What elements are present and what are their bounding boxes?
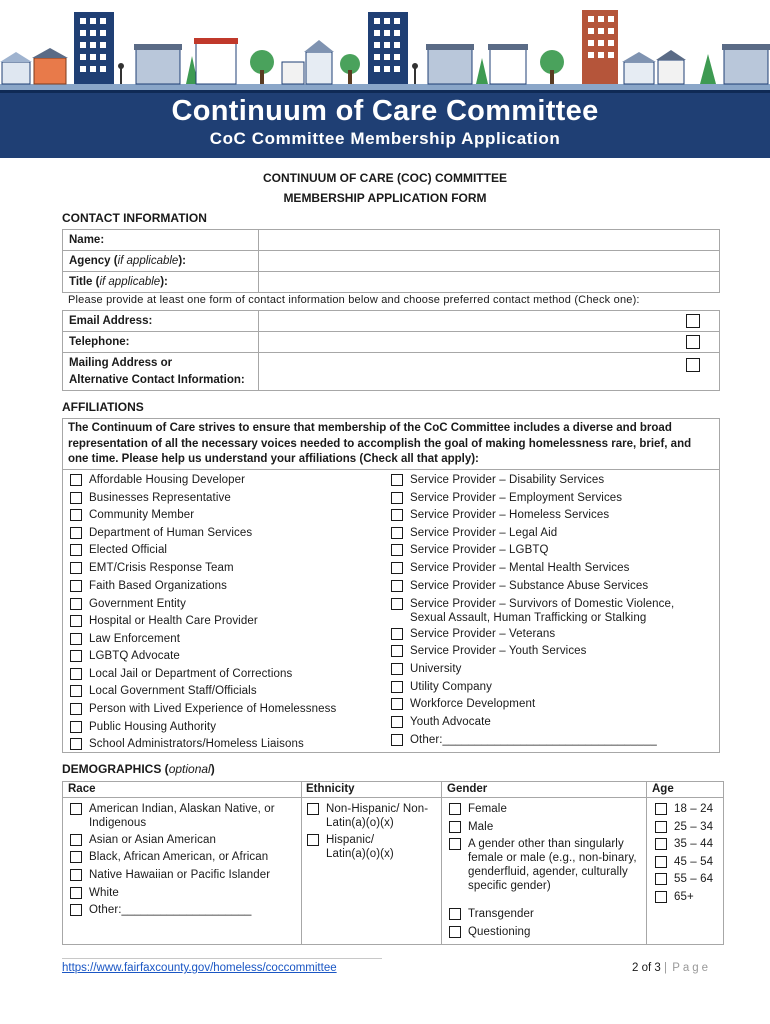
race-other-option[interactable] [70, 903, 251, 917]
mailing-preferred-checkbox[interactable] [686, 358, 700, 372]
affiliation-label: Service Provider – Veterans [410, 628, 556, 640]
contact-basic-table [62, 229, 720, 293]
gender-option[interactable] [449, 837, 644, 893]
gender-option[interactable] [449, 925, 530, 939]
affiliation-label: LGBTQ Advocate [89, 650, 180, 662]
affiliation-option[interactable] [70, 702, 336, 716]
affiliation-label: Service Provider – Mental Health Services [410, 562, 630, 574]
checkbox[interactable] [391, 698, 403, 710]
age-option[interactable] [655, 802, 713, 816]
race-label: White [89, 887, 119, 899]
affiliation-option[interactable] [391, 526, 557, 540]
checkbox[interactable] [391, 492, 403, 504]
affiliation-label: Service Provider – Youth Services [410, 645, 587, 657]
affiliation-label: Service Provider – Legal Aid [410, 527, 558, 539]
checkbox[interactable] [70, 668, 82, 680]
affiliation-label: Hospital or Health Care Provider [89, 615, 258, 627]
title-field[interactable] [259, 272, 720, 293]
checkbox[interactable] [655, 838, 667, 850]
affiliation-label: School Administrators/Homeless Liaisons [89, 738, 304, 750]
affiliation-label: Service Provider – Substance Abuse Services [410, 580, 649, 592]
checkbox[interactable] [391, 734, 403, 746]
affiliation-option[interactable] [391, 715, 491, 729]
race-option[interactable] [70, 833, 216, 847]
ethnicity-option[interactable] [307, 802, 437, 830]
checkbox[interactable] [307, 803, 319, 815]
mailing-label: Mailing Address or Alternative Contact Information: [63, 353, 259, 391]
checkbox[interactable] [391, 681, 403, 693]
checkbox[interactable] [391, 663, 403, 675]
footer-page-indicator: 2 of 3 | Page [632, 962, 712, 974]
affiliation-option[interactable] [70, 737, 304, 751]
affiliation-label: Public Housing Authority [89, 721, 217, 733]
affiliation-label: Other:_________________________________ [410, 734, 657, 746]
contact-section-title: CONTACT INFORMATION [62, 211, 207, 225]
affiliation-label: Government Entity [89, 598, 186, 610]
affiliation-label: Utility Company [410, 681, 493, 693]
affiliation-option[interactable] [70, 561, 234, 575]
banner-title: Continuum of Care Committee [171, 95, 599, 127]
checkbox[interactable] [391, 716, 403, 728]
affiliation-option[interactable] [70, 543, 167, 557]
age-label: 25 – 34 [674, 821, 714, 833]
affiliation-option[interactable] [70, 632, 180, 646]
checkbox[interactable] [391, 580, 403, 592]
affiliation-option[interactable] [70, 508, 194, 522]
affiliation-label: Service Provider – LGBTQ [410, 544, 549, 556]
affiliation-option[interactable] [391, 491, 622, 505]
race-label: Asian or Asian American [89, 834, 216, 846]
affiliation-option[interactable] [391, 561, 630, 575]
ethnicity-label: Non-Hispanic/ Non-Latin(a)(o)(x) [326, 803, 429, 829]
ethnicity-header: Ethnicity [306, 783, 355, 795]
gender-label: Female [468, 803, 507, 815]
age-label: 35 – 44 [674, 838, 714, 850]
race-option[interactable] [70, 886, 119, 900]
age-option[interactable] [655, 872, 713, 886]
affiliation-option[interactable] [70, 597, 186, 611]
affiliation-label: Person with Lived Experience of Homelessness [89, 703, 337, 715]
checkbox[interactable] [70, 615, 82, 627]
age-label: 45 – 54 [674, 856, 714, 868]
checkbox[interactable] [655, 803, 667, 815]
checkbox[interactable] [70, 738, 82, 750]
telephone-label: Telephone: [63, 332, 259, 353]
affiliation-option[interactable] [391, 627, 555, 641]
affiliation-option[interactable] [70, 579, 227, 593]
affiliation-option[interactable] [70, 667, 292, 681]
race-header: Race [68, 783, 96, 795]
age-option[interactable] [655, 820, 713, 834]
checkbox[interactable] [70, 509, 82, 521]
gender-label: A gender other than singularly female or male (e.g., non-binary, genderfluid, agender, culturally specific gender) [468, 838, 637, 892]
checkbox[interactable] [70, 685, 82, 697]
footer-divider [62, 958, 382, 959]
ethnicity-option[interactable] [307, 833, 417, 861]
affiliation-label: Service Provider – Disability Services [410, 474, 605, 486]
affiliation-label: Service Provider – Survivors of Domestic Violence, Sexual Assault, Human Trafficking or Stalking [410, 598, 675, 624]
affiliation-label: Department of Human Services [89, 527, 253, 539]
gender-label: Male [468, 821, 494, 833]
affiliation-option[interactable] [70, 491, 231, 505]
age-option[interactable] [655, 837, 713, 851]
affiliation-option[interactable] [70, 684, 257, 698]
age-label: 65+ [674, 891, 694, 903]
affiliation-label: Elected Official [89, 544, 168, 556]
affiliation-label: EMT/Crisis Response Team [89, 562, 234, 574]
affiliation-label: University [410, 663, 462, 675]
affiliations-intro: The Continuum of Care strives to ensure that membership of the CoC Committee includes a diverse and broad representation of all the necessary voices needed to accomplish the goal of making homelessness rare, brief, and one time. Please help us understand your affiliations (Check all that apply): [68, 422, 692, 465]
form-heading-line2: MEMBERSHIP APPLICATION FORM [283, 191, 487, 205]
checkbox[interactable] [391, 628, 403, 640]
checkbox[interactable] [391, 544, 403, 556]
checkbox[interactable] [449, 821, 461, 833]
name-field[interactable] [259, 230, 720, 251]
checkbox[interactable] [655, 821, 667, 833]
checkbox[interactable] [391, 645, 403, 657]
checkbox[interactable] [449, 838, 461, 850]
checkbox[interactable] [70, 869, 82, 881]
affiliations-section-title: AFFILIATIONS [62, 400, 144, 414]
affiliation-option[interactable] [70, 526, 252, 540]
race-label: Black, African American, or African [89, 851, 269, 863]
contact-method-table [62, 310, 720, 391]
email-label: Email Address: [63, 311, 259, 332]
race-option[interactable] [70, 868, 270, 882]
checkbox[interactable] [391, 527, 403, 539]
checkbox[interactable] [70, 851, 82, 863]
gender-label: Questioning [468, 926, 531, 938]
age-option[interactable] [655, 855, 713, 869]
affiliation-option[interactable] [70, 614, 258, 628]
affiliation-option[interactable] [391, 644, 587, 658]
age-header: Age [652, 783, 674, 795]
checkbox[interactable] [391, 509, 403, 521]
demographics-section-title: DEMOGRAPHICS (optional) [62, 762, 215, 776]
checkbox[interactable] [449, 926, 461, 938]
affiliation-label: Service Provider – Employment Services [410, 492, 623, 504]
gender-option[interactable] [449, 802, 507, 816]
affiliation-label: Workforce Development [410, 698, 536, 710]
agency-field[interactable] [259, 251, 720, 272]
banner-subtitle: CoC Committee Membership Application [209, 129, 561, 148]
affiliation-option[interactable] [391, 579, 648, 593]
affiliation-label: Local Government Staff/Officials [89, 685, 257, 697]
mailing-field[interactable] [259, 353, 720, 391]
affiliation-label: Faith Based Organizations [89, 580, 228, 592]
affiliation-option[interactable] [391, 697, 535, 711]
footer-website-link[interactable]: https://www.fairfaxcounty.gov/homeless/coccommittee [62, 962, 337, 974]
checkbox[interactable] [70, 904, 82, 916]
affiliation-label: Service Provider – Homeless Services [410, 509, 610, 521]
checkbox[interactable] [655, 856, 667, 868]
telephone-preferred-checkbox[interactable] [686, 335, 700, 349]
affiliation-label: Businesses Representative [89, 492, 231, 504]
checkbox[interactable] [70, 562, 82, 574]
title-band [0, 90, 770, 158]
affiliation-option[interactable] [391, 597, 711, 625]
affiliation-option[interactable] [70, 473, 245, 487]
race-option[interactable] [70, 850, 268, 864]
checkbox[interactable] [70, 492, 82, 504]
checkbox[interactable] [307, 834, 319, 846]
age-label: 18 – 24 [674, 803, 714, 815]
header-banner [0, 0, 770, 160]
race-option[interactable] [70, 802, 298, 830]
checkbox[interactable] [449, 803, 461, 815]
affiliations-divider [62, 469, 720, 470]
checkbox[interactable] [70, 887, 82, 899]
checkbox[interactable] [655, 873, 667, 885]
race-label: Other:____________________ [89, 904, 252, 916]
checkbox[interactable] [70, 474, 82, 486]
affiliation-other-option[interactable] [391, 733, 657, 747]
affiliation-label: Local Jail or Department of Corrections [89, 668, 293, 680]
affiliation-label: Affordable Housing Developer [89, 474, 246, 486]
checkbox[interactable] [70, 834, 82, 846]
affiliation-option[interactable] [70, 720, 216, 734]
checkbox[interactable] [70, 703, 82, 715]
affiliation-label: Youth Advocate [410, 716, 491, 728]
title-label: Title (if applicable): [63, 272, 259, 293]
checkbox[interactable] [655, 891, 667, 903]
gender-label: Transgender [468, 908, 534, 920]
gender-option[interactable] [449, 907, 534, 921]
checkbox[interactable] [70, 650, 82, 662]
gender-header: Gender [447, 783, 488, 795]
affiliation-option[interactable] [70, 649, 180, 663]
checkbox[interactable] [391, 562, 403, 574]
affiliation-label: Law Enforcement [89, 633, 180, 645]
checkbox[interactable] [70, 721, 82, 733]
affiliation-option[interactable] [391, 473, 604, 487]
email-preferred-checkbox[interactable] [686, 314, 700, 328]
checkbox[interactable] [70, 527, 82, 539]
race-label: Native Hawaiian or Pacific Islander [89, 869, 271, 881]
checkbox[interactable] [70, 633, 82, 645]
checkbox[interactable] [391, 474, 403, 486]
age-label: 55 – 64 [674, 873, 714, 885]
race-label: American Indian, Alaskan Native, or Indigenous [89, 803, 275, 829]
demographics-header-divider [62, 797, 724, 798]
checkbox[interactable] [70, 598, 82, 610]
telephone-field[interactable] [259, 332, 720, 353]
checkbox[interactable] [70, 544, 82, 556]
age-option[interactable] [655, 890, 694, 904]
form-heading-line1: CONTINUUM OF CARE (COC) COMMITTEE [263, 171, 507, 185]
contact-instruction: Please provide at least one form of contact information below and choose preferred contact method (Check one): [68, 294, 640, 306]
checkbox[interactable] [391, 598, 403, 610]
gender-option[interactable] [449, 820, 493, 834]
affiliation-option[interactable] [391, 680, 492, 694]
city-skyline-illustration [0, 0, 770, 92]
affiliation-option[interactable] [391, 508, 609, 522]
affiliation-label: Community Member [89, 509, 195, 521]
checkbox[interactable] [70, 803, 82, 815]
name-label: Name: [63, 230, 259, 251]
checkbox[interactable] [70, 580, 82, 592]
agency-label: Agency (if applicable): [63, 251, 259, 272]
checkbox[interactable] [449, 908, 461, 920]
affiliation-option[interactable] [391, 543, 549, 557]
ethnicity-label: Hispanic/ Latin(a)(o)(x) [326, 834, 394, 860]
affiliation-option[interactable] [391, 662, 461, 676]
email-field[interactable] [259, 311, 720, 332]
